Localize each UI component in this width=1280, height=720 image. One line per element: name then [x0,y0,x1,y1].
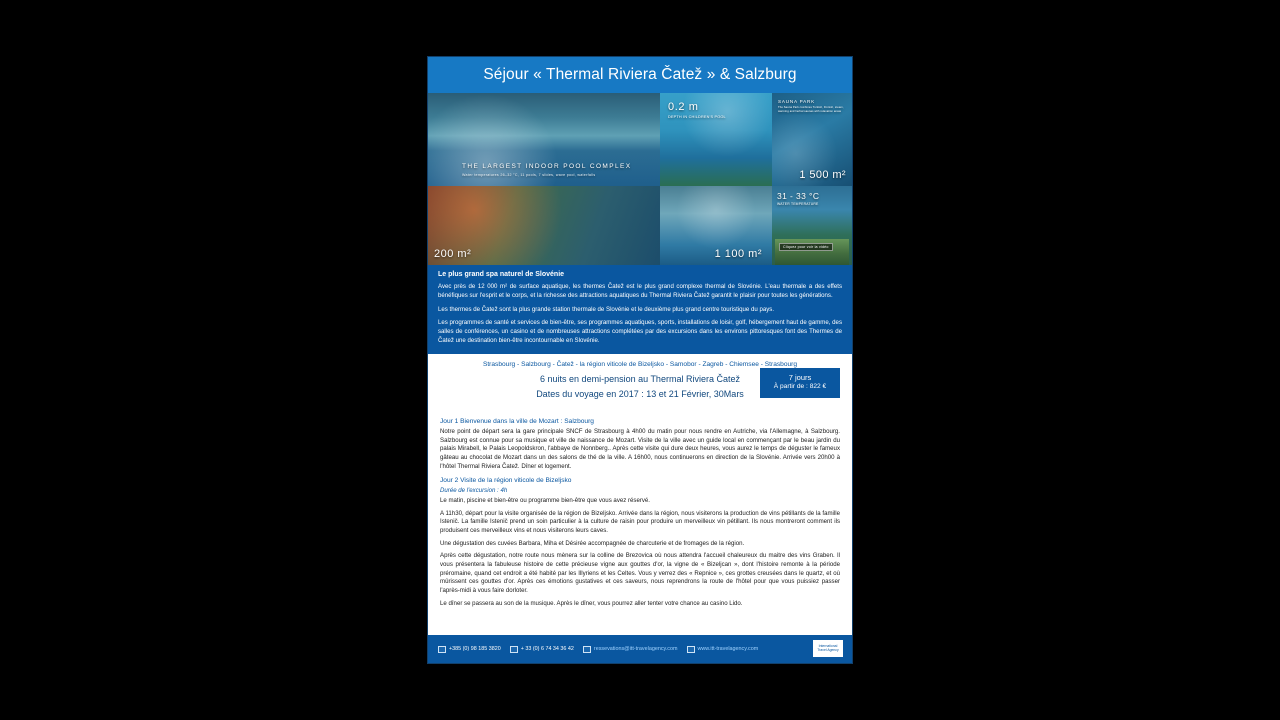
day-2-paragraph: Une dégustation des cuvées Barbara, Miha et Désirée accompagnée de charcuterie et de fromages de la région. [440,539,745,547]
photo-subcaption: DEPTH IN CHILDREN'S POOL [668,114,726,119]
footer-website-link[interactable]: www.itt-travelagency.com [697,646,759,652]
day-1-title: Jour 1 Bienvenue dans la ville de Mozart : Salzbourg [440,417,594,425]
globe-icon [687,646,695,653]
photo-sauna-park [772,93,852,186]
photo-caption: SAUNA PARK The Sauna Park combines Turkish, Finnish, steam, warming and herbal saunas with relaxation areas [778,99,852,113]
intro-paragraph: Les programmes de santé et services de bien-être, ses programmes aquatiques, sports, installations de loisir, golf, hébergement haut de gamme, des salles de conférences, un casino et de nombreuses attractions complétées par des excursions dans les environs pittoresques font des Thermes de Čatež une destination bien-être incontournable en Slovénie. [438,319,842,345]
day-2-paragraph: Le matin, piscine et bien-être ou programme bien-être que vous avez réservé. [440,497,651,505]
day-2-title: Jour 2 Visite de la région viticole de Bizeljsko [440,477,572,485]
price-badge [760,368,840,398]
footer-phone-2 [510,646,574,653]
offer-line-1: 6 nuits en demi-pension au Thermal Riviera Čatež [540,373,740,384]
intro-paragraph: Les thermes de Čatež sont la plus grande station thermale de Slovénie et le deuxième plus grand centre touristique du pays. [438,305,775,313]
photo-subcaption: The Sauna Park combines Turkish, Finnish, steam, warming and herbal saunas with relaxation areas [778,106,844,113]
day-1-paragraph: Notre point de départ sera la gare principale SNCF de Strasbourg à 4h00 du matin pour nous rendre en Autriche, via l'Allemagne, à Salzbourg. Salzbourg est connue pour sa musique et ville de naissance de Mozart. Visite de la ville avec un guide local en commençant par le beau jardin du palais Mirabell, le Palais Leopoldskron, l'abbaye de Nonnberg.. Après cette visite qui dure deux heures, vous aurez le temps de déguster le fameux gâteau au chocolat de Mozart dans un des salons de thé de la ville. A 16h00, nous continuerons en direction de la Slovénie. Arrivée vers 20h00 à l'hôtel Thermal Riviera Čatež. Dîner et logement. [440,427,840,470]
photo-caption: 31 - 33 °C WATER TEMPERATURE [777,191,820,206]
photo-water-temperature [772,186,852,265]
photo-caption: THE LARGEST INDOOR POOL COMPLEX Water temperatures 26–32 °C, 11 pools, 7 slides, wave pool, waterfalls [462,163,632,177]
footer-phone-1-value: +385 (0) 98 185 3820 [449,646,501,652]
footer-email-link[interactable]: ressevations@itt-travelagency.com [593,646,678,652]
photo-caption: 200 m² [434,248,472,261]
mail-icon [583,646,591,653]
photo-winter-riviera [660,186,772,265]
footer-website[interactable] [687,646,759,653]
day-2-paragraph: Après cette dégustation, notre route nous mènera sur la colline de Brezovica où nous attendra l'accueil chaleureux du maitre des vins Graben. Il vous présentera la fabuleuse histoire de cette précieuse vigne aux gouttes d'or, la vigne de « Bizeljcan », dont l'histoire remonte à la période préromaine, quand cet endroit a été habité par les Illyriens et les Celtes. Vous y verrez des « Repnice », ces grottes creusées dans le quartz, et où mûrissent ces gouttes d'or. Après ces émotions gustatives et ces saveurs, nous reprendrons la route de l'hôtel pour que vous puissiez passer l'après-midi à vous faire dorloter. [440,552,840,594]
day-2-paragraph: Le dîner se passera au son de la musique. Après le dîner, vous pourrez aller tenter votre chance au casino Lido. [440,599,743,607]
price-duration: 7 jours [788,372,812,382]
page-title: Séjour « Thermal Riviera Čatež » & Salzburg [483,66,797,83]
footer-email[interactable] [583,646,678,653]
photo-caption: 1 100 m² [714,248,762,261]
day-2-paragraph: A 11h30, départ pour la visite organisée de la région de Bizeljsko. Arrivée dans la région, nous visiterons la production de vins pétillants de la famille Istenič. La famille Istenič prend un soin particulier à la culture de raisin pour produire un merveilleux vin pétillant. Ils nous montreront comment ils produisent ces merveilleux vins et nous visiterons leurs caves. [440,509,840,535]
phone-icon [438,646,446,653]
brochure-page [428,57,852,663]
agency-logo: International Travel Agency [813,640,843,657]
intro-paragraph: Avec près de 12 000 m² de surface aquatique, les thermes Čatež est le plus grand complexe thermal de Slovénie. L'eau thermale a des effets bénéfiques sur l'esprit et le corps, et la richesse des attractions aquatiques du Thermal Riviera Čatež garantit le plaisir pour toutes les générations. [438,283,842,299]
photo-subcaption: Water temperatures 26–32 °C, 11 pools, 7 slides, wave pool, waterfalls [462,172,596,177]
route-line: Strasbourg - Salzbourg - Čatež - la région viticole de Bizeljsko - Samobor - Zagreb - Chiemsee - Strasbourg [428,354,852,372]
price-from: À partir de : 822 € [773,383,827,391]
photo-childrens-pool [660,93,772,186]
footer-phone-2-value: + 33 (0) 6 74 34 36 42 [520,646,574,652]
offer-summary [428,372,852,408]
photo-collage [428,93,852,265]
photo-caption: 0.2 m DEPTH IN CHILDREN'S POOL [668,101,726,119]
sauna-area-label: 1 500 m² [799,169,846,182]
photo-indoor-pool-complex [428,93,660,186]
intro-heading: Le plus grand spa naturel de Slovénie [438,271,565,278]
video-play-badge[interactable]: Cliquez pour voir la vidéo [779,243,833,251]
offer-line-2: Dates du voyage en 2017 : 13 et 21 Février, 30Mars [536,388,744,399]
page-footer [428,635,852,663]
photo-summer-riviera [428,186,660,265]
intro-section [428,265,852,354]
itinerary-body [428,408,852,618]
photo-subcaption: WATER TEMPERATURE [777,201,819,206]
page-header [428,57,852,93]
footer-phone-1 [438,646,501,653]
mobile-icon [510,646,518,653]
day-2-subtitle: Durée de l'excursion : 4h [440,487,508,495]
